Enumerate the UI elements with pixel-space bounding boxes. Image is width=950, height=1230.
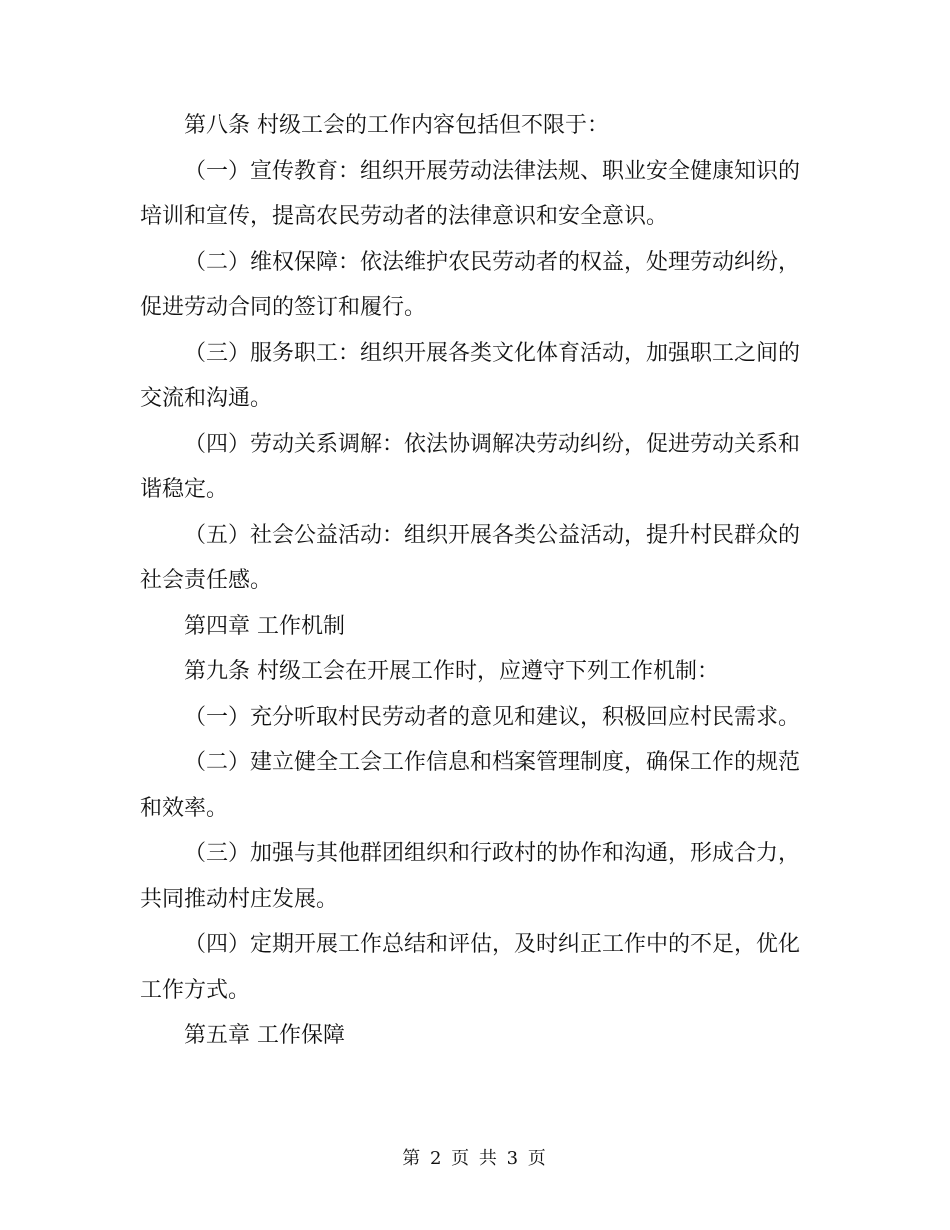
article-9-item-3: （三）加强与其他群团组织和行政村的协作和沟通，形成合力，共同推动村庄发展。 <box>140 841 801 912</box>
page-number-footer: 第 2 页 共 3 页 <box>402 1148 548 1169</box>
article-8-item-5: （五）社会公益活动：组织开展各类公益活动，提升村民群众的社会责任感。 <box>140 522 801 593</box>
document-body <box>140 103 800 1059</box>
article-9-item-4: （四）定期开展工作总结和评估，及时纠正工作中的不足，优化工作方式。 <box>140 932 801 1003</box>
chapter-4-heading: 第四章 工作机制 <box>184 613 345 639</box>
article-9-item-2: （二）建立健全工会工作信息和档案管理制度，确保工作的规范和效率。 <box>140 750 801 821</box>
article-8-item-1: （一）宣传教育：组织开展劳动法律法规、职业安全健康知识的培训和宣传，提高农民劳动者的法律意识和安全意识。 <box>140 158 801 229</box>
article-9-item-1: （一）充分听取村民劳动者的意见和建议，积极回应村民需求。 <box>184 704 801 730</box>
article-8-item-4: （四）劳动关系调解：依法协调解决劳动纠纷，促进劳动关系和谐稳定。 <box>140 431 801 502</box>
article-8-item-2: （二）维权保障：依法维护农民劳动者的权益，处理劳动纠纷，促进劳动合同的签订和履行。 <box>140 249 801 320</box>
chapter-5-heading: 第五章 工作保障 <box>184 1023 345 1048</box>
article-9-heading: 第九条 村级工会在开展工作时，应遵守下列工作机制： <box>184 659 719 684</box>
article-8-item-3: （三）服务职工：组织开展各类文化体育活动，加强职工之间的交流和沟通。 <box>140 340 801 411</box>
article-8-heading: 第八条 村级工会的工作内容包括但不限于： <box>184 113 609 138</box>
